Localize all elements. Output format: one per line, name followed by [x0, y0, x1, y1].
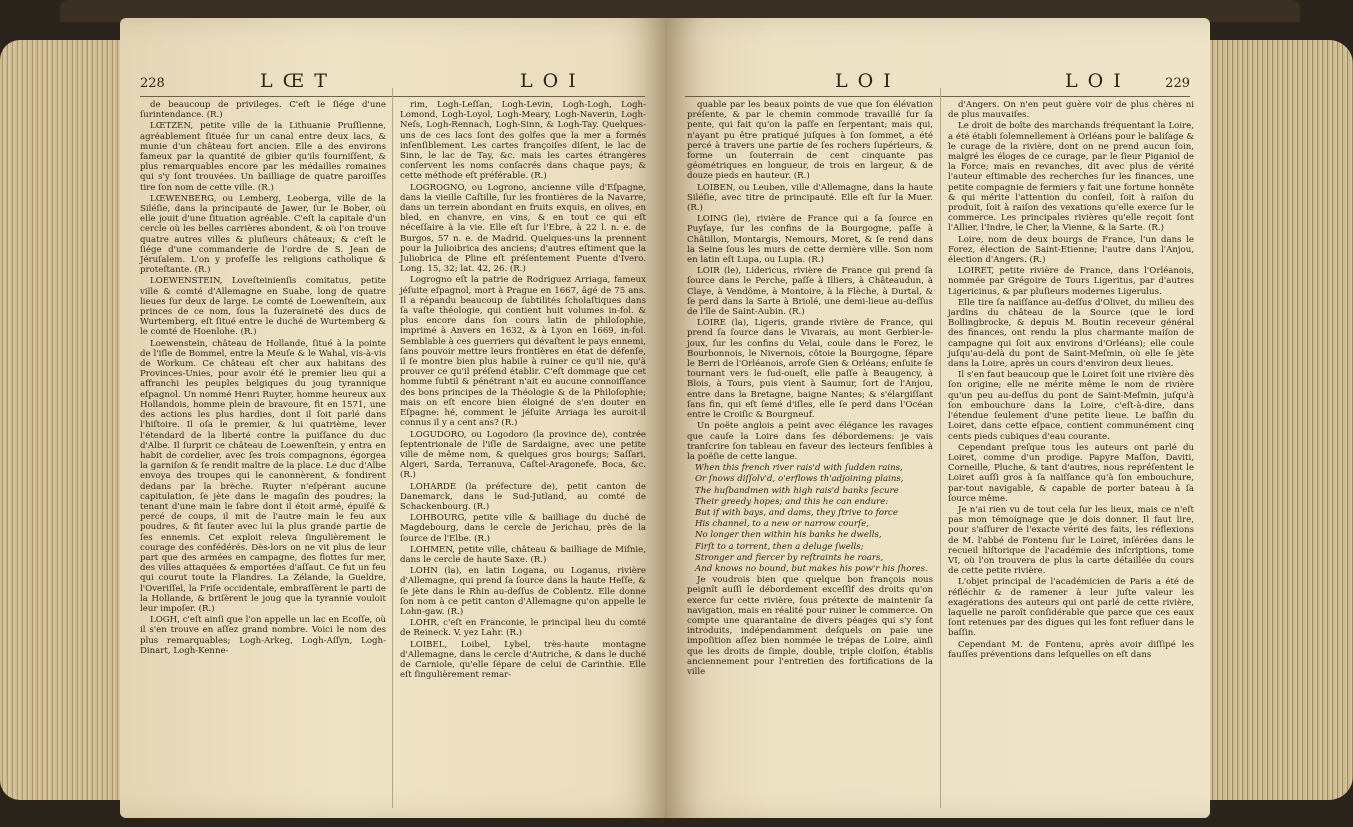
right-page	[665, 18, 1210, 818]
left-header-right: L O I	[520, 70, 578, 92]
verse-line: Or ſnows diſſolv'd, o'erflows th'adjoining plains,	[695, 474, 904, 485]
left-column-1	[140, 100, 386, 657]
verse-line: And knows no bound, but makes his pow'r his ſhores.	[695, 563, 928, 574]
entry-paragraph: LOHN (la), en latin Logana, ou Loganus, rivière d'Allemagne, qui prend ſa ſource dans la haute Heſſe, & ſe jète dans le Rhin au-deſſus de Coblentz. Elle donne ſon nom à ce petit canton d'Allemagne qu'on appelle le Lohn-gaw. (R.)	[400, 566, 646, 617]
entry-paragraph: LOIBEN, ou Leuben, ville d'Allemagne, dans la haute Siléſie, avec titre de principauté. Elle eſt ſur la Muer. (R.)	[687, 182, 933, 214]
right-page-edges	[1210, 40, 1353, 800]
entry-paragraph: Loire, nom de deux bourgs de France, l'un dans le Forez, élection de Saint-Etienne; l'autre dans l'Anjou, élection d'Angers. (R.)	[948, 234, 1194, 266]
verse-line: Firſt to a torrent, then a deluge ſwells;	[695, 541, 864, 552]
entry-paragraph: LŒWENBERG, ou Lemberg, Leoberga, ville de la Siléſie, dans la principauté de Jawer, ſur le Bober, où elle jouit d'une ſituation agréable. C'eſt la capitale d'un cercle où les belles carrières abondent, & où l'on trouve quatre autres villes & pluſieurs châteaux; & c'eſt le ſiége d'une commanderie de l'ordre de S. Jean de Jéruſalem. L'on y profeſſe les religions catholique & proteſtante. (R.)	[140, 193, 386, 276]
verse-line: No longer then within his banks he dwells,	[695, 530, 882, 541]
entry-paragraph: Loewenstein, château de Hollande, ſitué à la pointe de l'iſle de Bommel, entre la Meuſe & le Wahal, vis-à-vis de Workum. Ce château eſt cher aux habitans des Provinces-Unies, pour avoir été le premier lieu qui a affranchi les peuples belgiques du joug tyrannique eſpagnol. Un nommé Henri Ruyter, homme heureux aux Hollandois, homme plein de bravoure, fit en 1571, une des actions les plus hardies, dont il ſoit parlé dans l'hiſtoire. Il oſa le premier, & lui quatrième, lever l'étendard de la liberté contre la puiſſance du duc d'Albe. Il ſurprit ce château de Loewenſtein, y entra en habit de cordelier, avec ſes trois compagnons, égorgea la garniſon & ſe rendit maître de la place. Le duc d'Albe envoya des troupes qui le canonnèrent, & fondirent dedans par la brèche. Ruyter n'eſpérant aucune capitulation, ſe jète dans le magaſin des poudres; la tenant d'une main le ſabre dont il étoit armé, épuiſé & percé de coups, il mit de l'autre main le feu aux poudres, & fit ſauter avec lui la plus grande partie de ſes ennemis. Cet exploit releva ſingulièrement le courage des confédérés. Dès-lors on ne vit plus de leur part que des armées en campagne, des flottes ſur mer, des villes attaquées & emportées d'aſſaut. Ce fut un feu qui courut toute la Flandres. La Zélande, la Gueldre, l'Overiſſel, la Friſe occidentale, embraſſèrent le parti de la Hollande, & briſèrent le joug que la tyrannie vouloit leur impoſer. (R.)	[140, 338, 386, 614]
entry-paragraph: LOGROGNO, ou Logrono, ancienne ville d'Eſpagne, dans la vieille Caſtille, ſur les frontières de la Navarre, dans un terrein abondant en fruits exquis, en olives, en bled, en chanvre, en vins, & en tout ce qui eſt néceſſaire à la vie. Elle eſt ſur l'Ebre, à 22 l. n. e. de Burgos, 57 n. e. de Madrid. Quelques-uns la prennent pour la Julioibrica des anciens; d'autres eſtiment que la Juliobrica de Pline eſt préſentement Puente d'Ivero. Long. 15, 32; lat. 42, 26. (R.)	[400, 182, 646, 275]
verse-line: The huſbandmen with high rais'd banks ſecure	[695, 485, 899, 496]
entry-paragraph: Le droit de boîte des marchands fréquentant la Loire, a été établi ſolemnellement à Orléans pour le baliſage & le curage de la rivière, dont on ne prend aucun ſoin, malgré les éloges de ce curage, par le ſieur Piganiol de la Force; mais en revanches, dit avec plus de vérité l'auteur eſtimable des recherches ſur les finances, une petite compagnie de fermiers y fait une fortune honnête & qui mérite l'attention du conſeil, ſoit à raiſon du produit, ſoit à raiſon des vexations qu'elle exerce ſur le commerce. Les principales rivières qu'elle reçoit ſont l'Allier, l'Indre, le Cher, la Vienne, & la Sarte. (R.)	[948, 121, 1194, 234]
entry-paragraph: LOGUDORO, ou Logodoro (la province de), contrée ſeptentrionale de l'iſle de Sardaigne, avec une petite ville de même nom, & quelques gros bourgs; Saſſari, Algeri, Sarda, Terranuva, Caſtel-Aragonefe, Boca, &c. (R.)	[400, 429, 646, 481]
right-running-head	[685, 70, 1190, 96]
left-page	[120, 18, 665, 818]
entry-paragraph: LOHARDE (la préfecture de), petit canton de Danemarck, dans le Sud-Jutland, au comté de Schackenbourg. (R.)	[400, 481, 646, 512]
entry-paragraph: LOHMEN, petite ville, château & bailliage de Miſnie, dans le cercle de haute Saxe. (R.)	[400, 544, 646, 565]
entry-paragraph: Cependant M. de Fontenu, après avoir diſſipé les fauſſes préventions dans leſquelles on eſt dans	[948, 639, 1194, 660]
entry-paragraph: Cependant preſque tous les auteurs ont parlé du Loiret, comme d'un prodige. Papyre Maſſon, Daviti, Corneille, Pluche, & tant d'autres, nous repréſentent le Loiret auſſi gros à ſa naiſſance qu'à ſon embouchure, par-tout navigable, & capable de porter bateau à ſa ſource même.	[948, 442, 1194, 504]
entry-paragraph: LOIRET, petite rivière de France, dans l'Orléanois, nommée par Grégoire de Tours Ligeritus, par d'autres Ligericinus, & par pluſieurs modernes Ligerulus.	[948, 266, 1194, 297]
entry-paragraph: L'objet principal de l'académicien de Paris a été de réfléchir & de ramener à leur juſte valeur les exagérations des auteurs qui ont parlé de cette rivière, laquelle ne paroît conſidérable que parce que ces eaux ſont retenues par des digues qui les font refluer dans le baſſin.	[948, 577, 1194, 639]
verse-line: Their greedy hopes; and this he can endure:	[695, 496, 889, 507]
entry-paragraph: LOHBOURG, petite ville & bailliage du duché de Magdebourg, dans le cercle de Jerichau, près de la ſource de l'Elbe. (R.)	[400, 513, 646, 544]
entry-paragraph: LOEWENSTEIN, Loveſteinienſis comitatus, petite ville & comté d'Allemagne en Suabe, long de quatre lieues ſur deux de large. Le comté de Loewenſtein, aux princes de ce nom, ſous la ſuzeraineté des ducs de Wurtemberg, eſt ſitué entre le duché de Wurtemberg & le comté de Hoenlohe. (R.)	[140, 276, 386, 338]
right-column-1	[687, 100, 933, 678]
entry-paragraph: quable par les beaux points de vue que ſon élévation préſente, & par le chemin commode travaillé ſur ſa pente, qui fait qu'on la paſſe en ſerpentant; mais qui, n'ayant pu être pratiqué juſques à ſon ſommet, a été percé à travers une partie de ſes rochers ſupérieurs, & forme un ſouterrain de cent cinquante pas géométriques en longueur, de trois en largeur, & de douze pieds en hauteur. (R.)	[687, 100, 933, 182]
right-page-number: 229	[1165, 76, 1190, 91]
left-column-divider	[392, 88, 393, 808]
entry-paragraph: Logrogno eſt la patrie de Rodriguez Arriaga, fameux jéſuite eſpagnol, mort à Prague en 1667, âgé de 75 ans. Il a répandu beaucoup de ſubtilités ſcholaſtiques dans ſa vaſte théologie, qui contient huit volumes in-fol. & plus encore dans ſon cours latin de philoſophie, imprimé à Anvers en 1632, & à Lyon en 1669, in-fol. Semblable à ces guerriers qui dévaſtent le pays ennemi, ſans pouvoir mettre leurs frontières en état de défenſe, il ſe montre bien plus habile à ruiner ce qu'il nie, qu'à prouver ce qu'il préſend établir. C'eſt dommage que cet homme ſubtil & pénétrant n'ait eu aucune connoiſſance des bons principes de la Théologie & de la Philoſophie; mais on eſt encore bien éloigné de s'en douter en Eſpagne: hé, comment le jéſuite Arriaga les auroit-il connus il y a cent ans? (R.)	[400, 275, 646, 429]
left-header-left: L Œ T	[260, 70, 329, 92]
entry-paragraph: rim, Logh-Leſſan, Logh-Levin, Logh-Logh, Logh-Lomond, Logh-Loyol, Logh-Meary, Logh-Naverin, Logh-Neſs, Logh-Rennach, Logh-Sinn, & Logh-Tay. Quelques-uns de ces lacs ſont des golfes que la mer a formés inſenſiblement. Les cartes françoiſes diſent, le lac de Sinn, le lac de Tay, &c. mais les cartes étrangères conſervent les noms conſacrés dans chaque pays; & cette méthode eſt préférable. (R.)	[400, 100, 646, 182]
right-header-right: L O I	[1065, 70, 1123, 92]
right-column-2	[948, 100, 1194, 661]
entry-paragraph: Je voudrois bien que quelque bon françois nous peignît auſſi le débordement exceſſif des droits qu'on exerce ſur cette rivière, ſous prétexte de maintenir ſa navigation, mais en réalité pour ruiner le commerce. On compte une quarantaine de divers péages qui s'y ſont introduits, indépendamment deſquels on paie une impoſition aſſez bien nommée le trépas de Loire, ainſi que les droits de ſimple, double, triple cloiſon, établis anciennement pour l'entretien des fortifications de la ville	[687, 575, 933, 677]
entry-paragraph: LŒTZEN, petite ville de la Lithuanie Pruſſienne, agréablement ſituée ſur un canal entre deux lacs, & munie d'un château fort ancien. Elle a des environs fameux par la quantité de gibier qu'ils fourniſſent, & plus remarquables encore par les médailles romaines qui s'y ſont trouvées. Un bailliage de quatre paroiſſes tire ſon nom de cette ville. (R.)	[140, 121, 386, 193]
entry-paragraph: Un poëte anglois a peint avec élégance les ravages que cauſe la Loire dans ſes débordemens: je vais tranſcrire ſon tableau en faveur des lecteurs ſenſibles à la poëſie de cette langue.	[687, 421, 933, 462]
entry-paragraph: LOHR, c'eſt en Franconie, le principal lieu du comté de Reineck. V. yez Lahr. (R.)	[400, 618, 646, 639]
entry-paragraph: d'Angers. On n'en peut guère voir de plus chères ni de plus mauvaiſes.	[948, 100, 1194, 121]
verse-line: His channel, to a new or narrow courſe,	[695, 519, 869, 530]
right-column-divider	[940, 88, 941, 808]
left-page-edges	[0, 40, 120, 800]
entry-paragraph: LOIRE (la), Ligeris, grande rivière de France, qui prend ſa ſource dans le Vivarais, au mont Gerbier-le-joux, ſur les confins du Velai, coule dans le Forez, le Bourbonnois, le Nivernois, côtoie la Bourgogne, ſépare le Berri de l'Orléanois, arroſe Gien & Orléans; enſuite ſe tournant vers le ſud-oueſt, elle paſſe à Beaugency, à Blois, à Tours, puis vient à Saumur, ſort de l'Anjou, entre dans la Bretagne, baigne Nantes; & s'élargiſſant ſans fin, qui eſt ſemé d'iſles, elle ſe perd dans l'Océan entre le Croiſic & Bourgneuf.	[687, 318, 933, 421]
left-page-number: 228	[140, 76, 165, 91]
verse-line: Stronger and fiercer by reſtraints he roars,	[695, 552, 884, 563]
right-header-rule	[685, 96, 1190, 97]
verse-line: But if with bays, and dams, they ſtrive to force	[695, 507, 898, 518]
entry-paragraph: LOGH, c'eſt ainſi que l'on appelle un lac en Ecoſſe, où il s'en trouve en aſſez grand nombre. Voici le nom des plus remarquables; Logh-Arkeg, Logh-Aſſyn, Logh-Dinart, Logh-Kenne-	[140, 615, 386, 656]
left-column-2	[400, 100, 646, 681]
entry-paragraph: Elle tire ſa naiſſance au-deſſus d'Olivet, du milieu des jardins du château de la Source (que le lord Bollingbrocke, & depuis M. Boutin receveur général des finances, ont rendu la plus charmante maiſon de campagne qui ſoit aux environs d'Orléans); elle coule juſqu'au-delà du pont de Saint-Meſmin, où elle ſe jète dans la Loire, après un cours d'environ deux lieues.	[948, 297, 1194, 370]
verse-line: When this french river rais'd with ſudden rains,	[695, 463, 903, 474]
entry-paragraph: Il s'en faut beaucoup que le Loiret ſoit une rivière dès ſon origine; elle ne mérite même le nom de rivière qu'un peu au-deſſus du pont de Saint-Meſmin, juſqu'à ſon embouchure dans la Loire, c'eſt-à-dire, dans l'étendue ſeulement d'une petite lieue. Le baſſin du Loiret, dans cette eſpace, contient communément cinq cents pieds cubiques d'eau courante.	[948, 370, 1194, 442]
right-header-left: L O I	[835, 70, 893, 92]
entry-paragraph: LOIR (le), Lidericus, rivière de France qui prend ſa ſource dans le Perche, paſſe à Illiers, à Châteaudun, à Claye, à Vendôme, à Montoire, à la Flèche, à Durtal, & ſe perd dans la Sarte à Briolé, une demi-lieue au-deſſus de l'île de Saint-Aubin. (R.)	[687, 266, 933, 318]
entry-paragraph: LOIBEL, Loibel, Lybel, très-haute montagne d'Allemagne, dans le cercle d'Autriche, & dans le duché de Carniole, qu'elle ſépare de celui de Carinthie. Elle eſt ſingulièrement remar-	[400, 639, 646, 681]
entry-paragraph: Je n'ai rien vu de tout cela ſur les lieux, mais ce n'eſt pas mon témoignage que je dois donner. Il faut lire, pour s'aſſurer de l'exacte vérité des faits, les réflexions de M. l'abbé de Fontenu ſur le Loiret, inſérées dans le recueil hiſtorique de l'académie des inſcriptions, tome VI, où l'on trouvera de plus la carte détaillée du cours de cette petite rivière.	[948, 504, 1194, 577]
entry-paragraph: de beaucoup de privileges. C'eſt le ſiége d'une ſurintendance. (R.)	[140, 100, 386, 121]
entry-paragraph: LOING (le), rivière de France qui a ſa ſource en Puyſaye, ſur les confins de la Bourgogne, paſſe à Châtillon, Montargis, Nemours, Moret, & ſe rend dans la Seine ſous les murs de cette dernière ville. Son nom en latin eſt Lupa, ou Lupia. (R.)	[687, 214, 933, 266]
